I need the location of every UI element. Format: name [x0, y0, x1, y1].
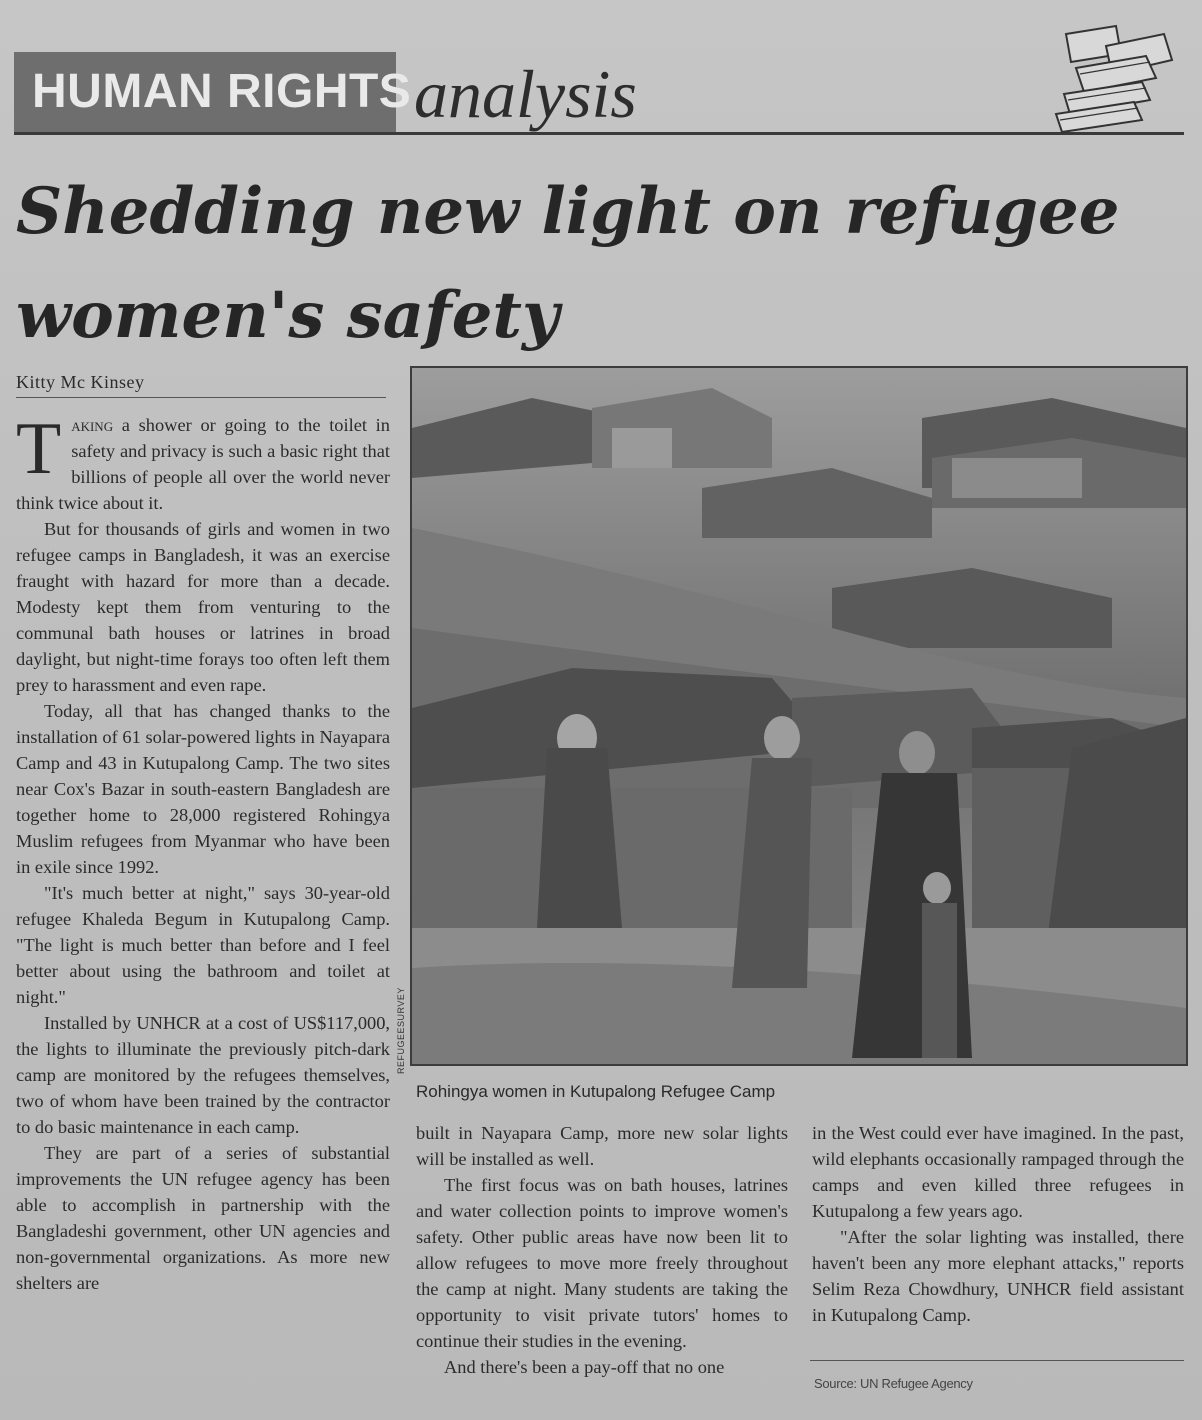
paragraph: The first focus was on bath houses, latrines and water collection points to improve women's safety. Other public areas have now been lit to allow refugees to move more freely throughout the camp at night. Many students are taking the opportunity to visit private tutors' homes to continue their studies in the evening. — [416, 1175, 788, 1351]
section-header — [14, 52, 1184, 135]
paragraph: And there's been a pay-off that no one — [444, 1357, 725, 1377]
article-photo — [410, 366, 1188, 1066]
source-divider — [810, 1360, 1184, 1361]
section-label-block — [14, 52, 412, 132]
drop-cap: T — [16, 408, 62, 490]
lead-paragraph — [16, 408, 390, 516]
section-label: HUMAN RIGHTS — [32, 65, 412, 118]
photo-credit: REFUGEESURVEY — [396, 987, 406, 1074]
paragraph: Today, all that has changed thanks to the installation of 61 solar-powered lights in Nayapara Camp and 43 in Kutupalong Camp. The two sites near Cox's Bazar in south-eastern Bangladesh are together home to 28,000 registered Rohingya Muslim refugees from Myanmar who have been in exile since 1992. — [16, 701, 390, 877]
paragraph: built in Nayapara Camp, more new solar lights will be installed as well. — [416, 1123, 788, 1169]
paragraph: Installed by UNHCR at a cost of US$117,000, the lights to illuminate the previously pitch-dark camp are monitored by the refugees themselves, two of whom have been trained by the contractor to do basic maintenance in each camp. — [16, 1013, 390, 1137]
lead-text: a shower or going to the toilet in safety and privacy is such a basic right that billions of people all over the world never think twice about it. — [16, 415, 390, 513]
article-column-2 — [416, 1120, 788, 1380]
paragraph: But for thousands of girls and women in two refugee camps in Bangladesh, it was an exercise fraught with hazard for more than a decade. Modesty kept them from venturing to the communal bath houses or latrines in broad daylight, but night-time forays too often left them prey to harassment and even rape. — [16, 519, 390, 695]
lead-caps: aking — [71, 415, 114, 435]
refugee-camp-photo — [412, 368, 1186, 1064]
paragraph: "After the solar lighting was installed, there haven't been any more elephant attacks," reports Selim Reza Chowdhury, UNHCR field assistant in Kutupalong Camp. — [812, 1227, 1184, 1325]
source-line: Source: UN Refugee Agency — [814, 1376, 973, 1391]
byline: Kitty Mc Kinsey — [16, 372, 386, 398]
article-column-3 — [812, 1120, 1184, 1328]
section-subtitle: analysis — [414, 56, 637, 132]
paragraph: They are part of a series of substantial improvements the UN refugee agency has been able to accomplish in partnership with the Bangladeshi government, other UN agencies and non-governmental organizations. As more new shelters are — [16, 1143, 390, 1293]
books-icon — [1046, 16, 1186, 136]
headline: Shedding new light on refugee women's safety — [16, 174, 1120, 353]
article-column-1 — [16, 408, 390, 1296]
paragraph: in the West could ever have imagined. In the past, wild elephants occasionally rampaged through the camps and even killed three refugees in Kutupalong a few years ago. — [812, 1123, 1184, 1221]
paragraph: "It's much better at night," says 30-year-old refugee Khaleda Begum in Kutupalong Camp. "The light is much better than before and I feel better about using the bathroom and toilet at night." — [16, 883, 390, 1007]
photo-caption: Rohingya women in Kutupalong Refugee Camp — [416, 1082, 776, 1101]
